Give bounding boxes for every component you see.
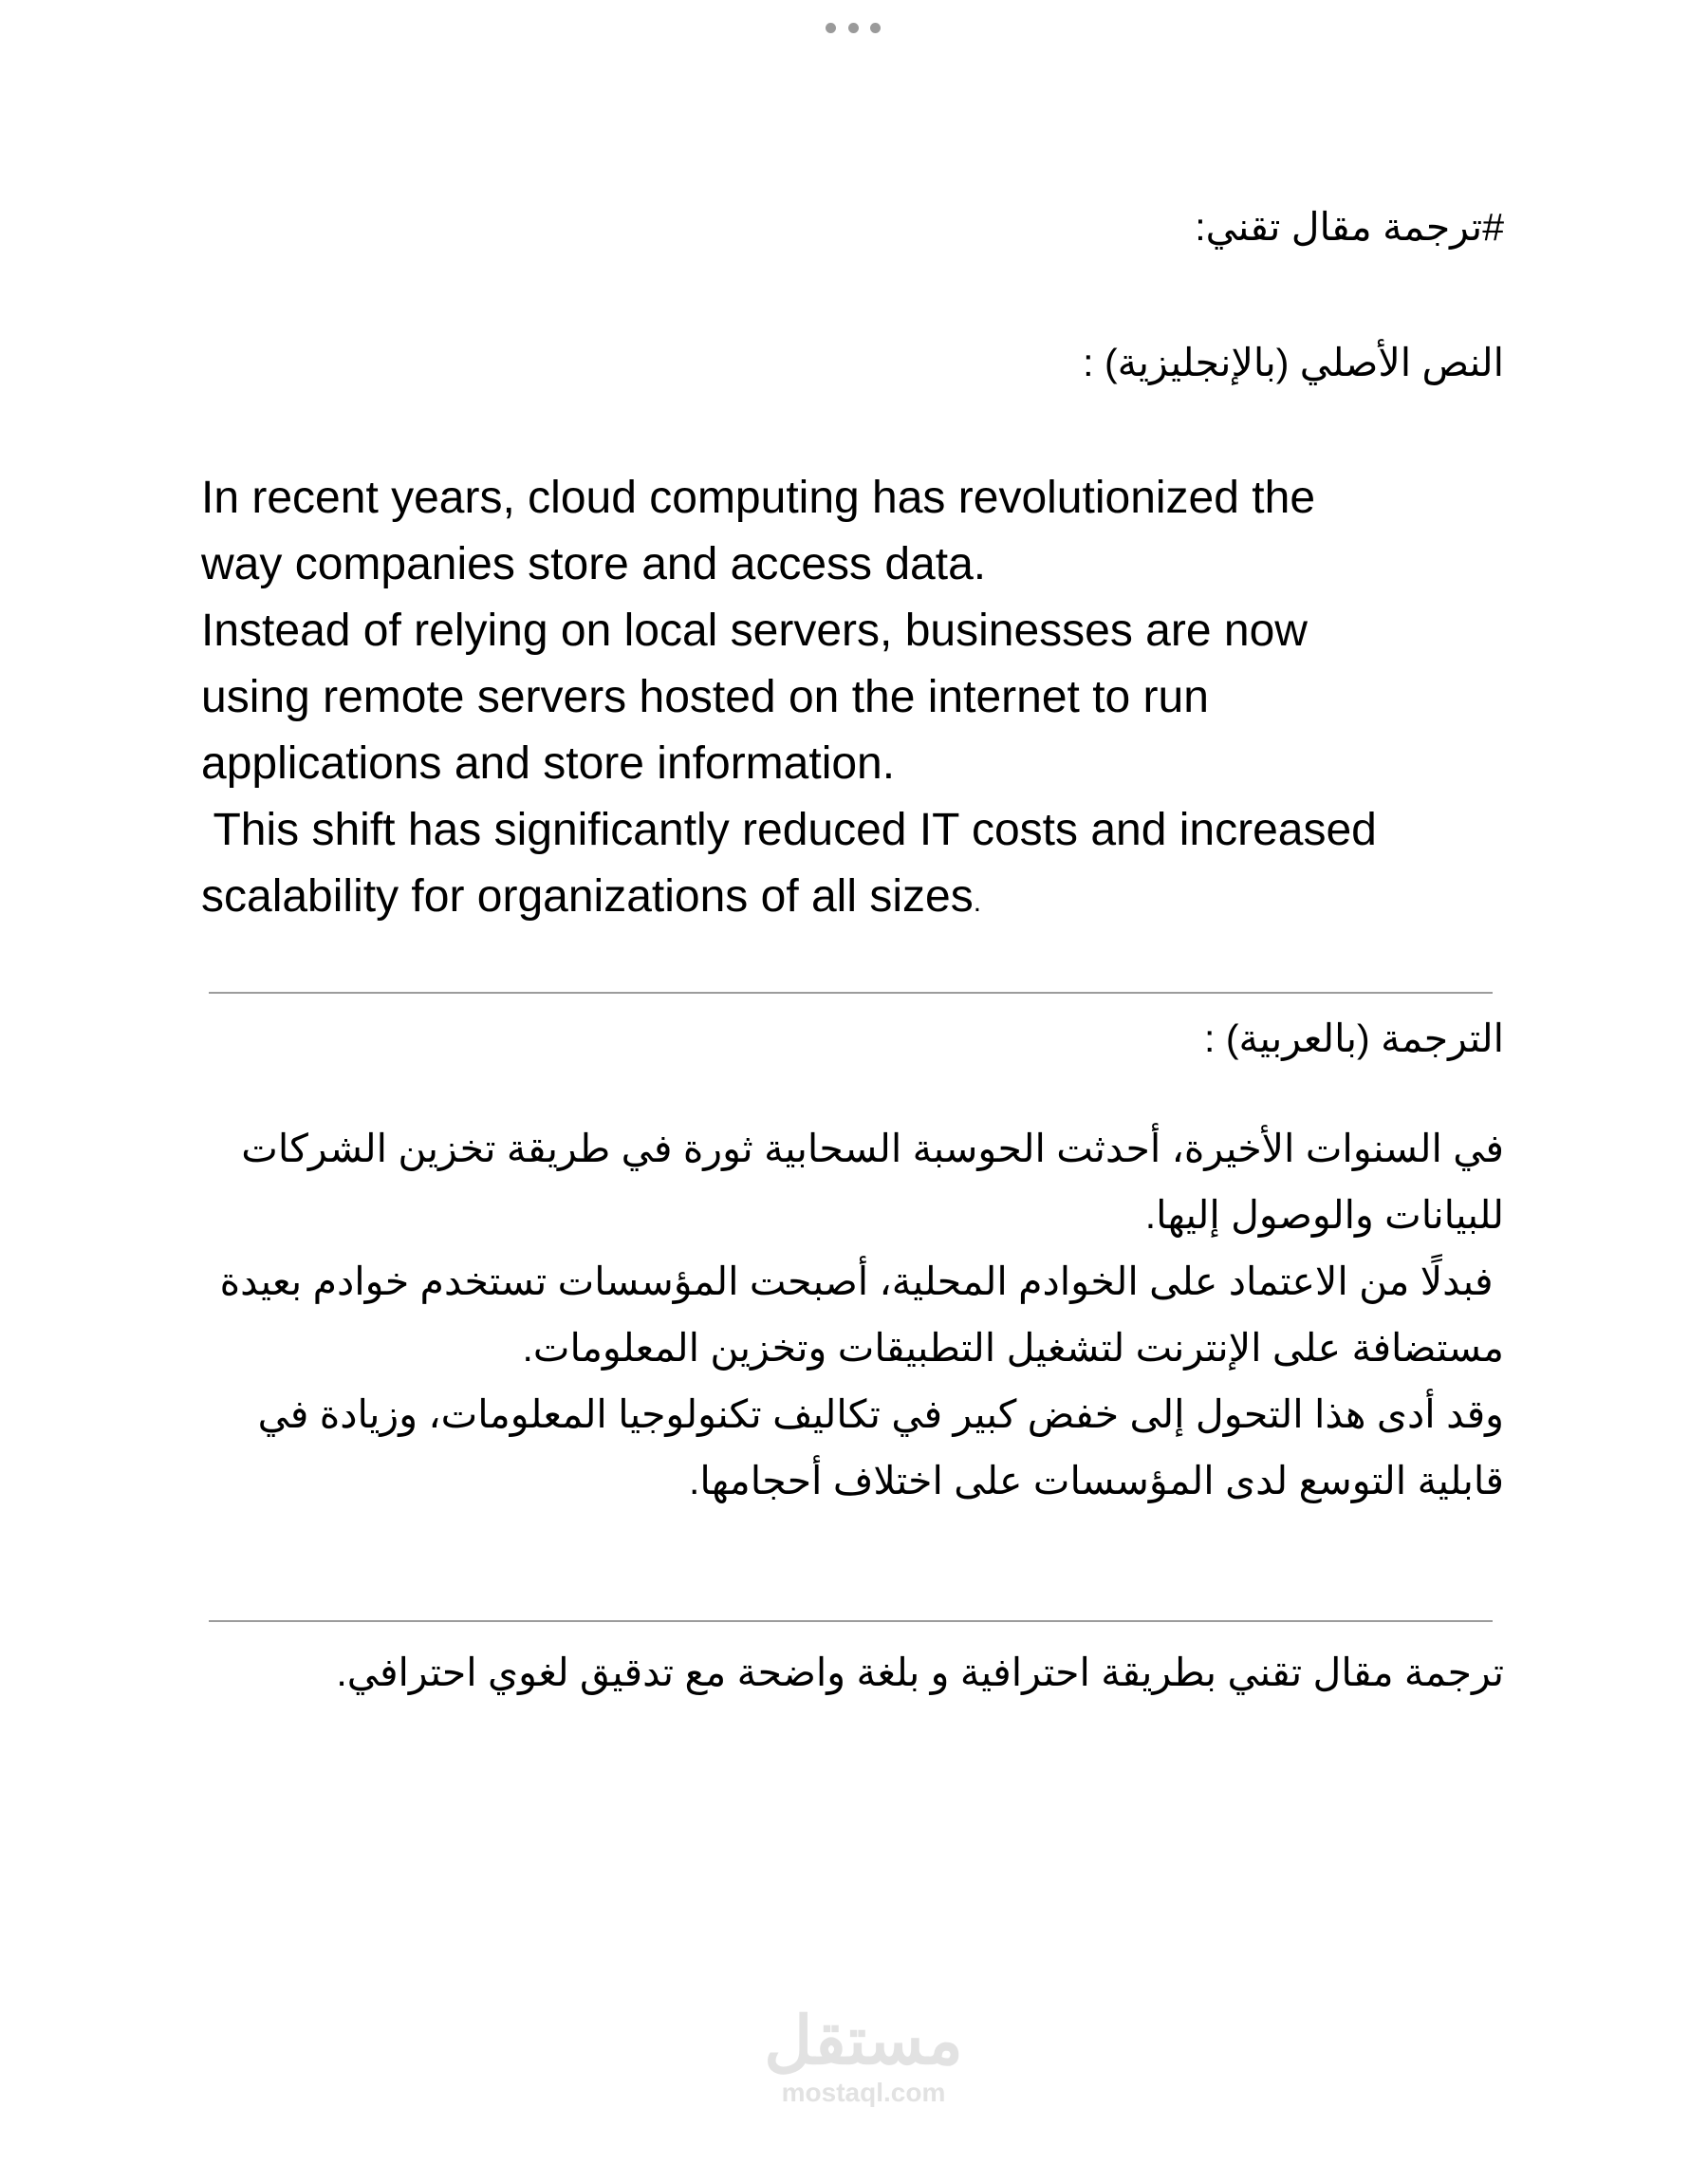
more-options-icon[interactable] [826, 21, 881, 34]
mostaql-watermark-logo [726, 2003, 1001, 2107]
arabic-line: فبدلًا من الاعتماد على الخوادم المحلية، أصبحت المؤسسات تستخدم خوادم بعيدة [219, 1259, 1504, 1303]
arabic-line: وقد أدى هذا التحول إلى خفض كبير في تكاليف تكنولوجيا المعلومات، وزيادة في [257, 1392, 1504, 1436]
arabic-line: قابلية التوسع لدى المؤسسات على اختلاف أحجامها. [689, 1459, 1504, 1502]
document-title: #ترجمة مقال تقني: [1195, 205, 1504, 249]
arabic-translation-text [176, 1115, 1504, 1514]
watermark-latin: mostaql.com [781, 2078, 946, 2107]
english-original-text [201, 465, 1530, 936]
more-dot [826, 23, 836, 33]
english-line-text: scalability for organizations of all sizes [201, 871, 974, 922]
watermark-arabic: مستقل [764, 2004, 963, 2078]
original-text-heading: النص الأصلي (بالإنجليزية) : [1083, 341, 1504, 384]
arabic-line: مستضافة على الإنترنت لتشغيل التطبيقات وتخزين المعلومات. [522, 1326, 1504, 1370]
section-divider [209, 992, 1493, 994]
more-dot [848, 23, 859, 33]
english-line: Instead of relying on local servers, businesses are now [201, 606, 1308, 656]
english-line: applications and store information. [201, 738, 896, 789]
translation-heading: الترجمة (بالعربية) : [1204, 1017, 1504, 1060]
section-divider [209, 1620, 1493, 1622]
arabic-line: للبيانات والوصول إليها. [1144, 1193, 1504, 1237]
english-line: In recent years, cloud computing has revolutionized the [201, 473, 1316, 523]
english-line: using remote servers hosted on the internet to run [201, 672, 1209, 722]
english-line-last [201, 864, 1530, 936]
arabic-line: في السنوات الأخيرة، أحدثت الحوسبة السحابية ثورة في طريقة تخزين الشركات [241, 1127, 1504, 1170]
more-dot [870, 23, 881, 33]
english-final-period: . [973, 886, 982, 918]
english-line: This shift has significantly reduced IT costs and increased [201, 805, 1377, 855]
footer-note: ترجمة مقال تقني بطريقة احترافية و بلغة واضحة مع تدقيق لغوي احترافي. [336, 1651, 1504, 1694]
english-line: way companies store and access data. [201, 539, 987, 589]
